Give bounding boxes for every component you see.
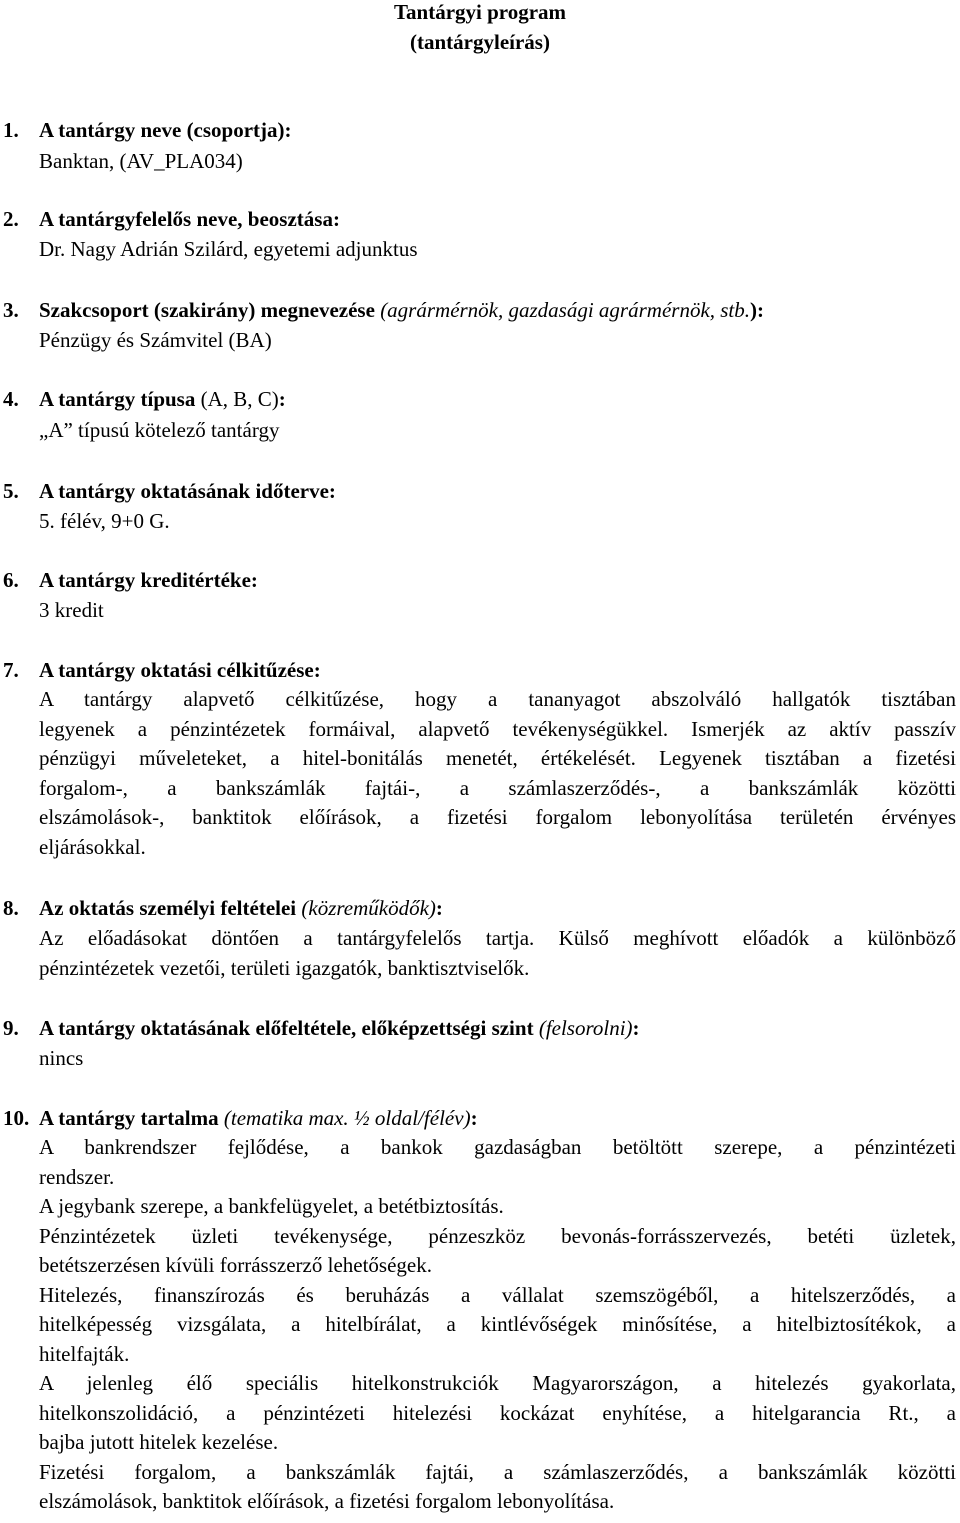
paragraph-line: legyenek a pénzintézetek formáival, alapvető tevékenységükkel. Ismerjék az aktív passzív xyxy=(39,716,956,741)
section-label: A tantárgy oktatásának időterve: xyxy=(39,479,336,503)
section-number: 5. xyxy=(3,479,19,503)
section-9-heading xyxy=(3,1013,640,1043)
section-label: A tantárgy oktatási célkitűzése: xyxy=(39,658,321,682)
section-3-value: Pénzügy és Számvitel (BA) xyxy=(39,328,272,352)
section-tail: : xyxy=(632,1016,640,1040)
section-number: 6. xyxy=(3,568,19,592)
paragraph-line: A jelenleg élő speciális hitelkonstrukciók Magyarországon, a hitelezés gyakorlata, xyxy=(39,1371,956,1395)
paragraph-line: Pénzintézetek üzleti tevékenysége, pénzeszköz bevonás-forrásszervezés, betéti üzletek, xyxy=(39,1223,956,1248)
section-number: 9. xyxy=(3,1016,19,1040)
section-number: 4. xyxy=(3,387,19,411)
section-5-heading xyxy=(3,476,336,506)
section-6-heading xyxy=(3,565,258,595)
section-8-heading xyxy=(3,893,443,923)
section-hint: (tematika max. ½ oldal/félév) xyxy=(218,1106,471,1130)
section-1-value: Banktan, (AV_PLA034) xyxy=(39,149,243,173)
paragraph-line: hitelképesség vizsgálata, a hitelbírálat, a kintlévőségek minősítése, a hitelbiztosítékok, a xyxy=(39,1312,956,1336)
section-9-value: nincs xyxy=(39,1046,84,1070)
section-label: A tantárgy neve (csoportja): xyxy=(39,118,292,142)
paragraph-line: Az előadásokat döntően a tantárgyfelelős tartja. Külső meghívott előadók a különböző xyxy=(39,926,956,950)
section-tail: : xyxy=(435,896,443,920)
section-hint: (közreműködők) xyxy=(296,896,436,920)
paragraph-line: Hitelezés, finanszírozás és beruházás a vállalat szemszögéből, a hitelszerződés, a xyxy=(39,1282,956,1307)
paragraph-line: hitelkonszolidáció, a pénzintézeti hitelezési kockázat enyhítése, a hitelgarancia Rt., a xyxy=(39,1400,956,1425)
section-7-heading xyxy=(3,655,321,685)
section-2-heading xyxy=(3,204,340,234)
paragraph-line: Fizetési forgalom, a bankszámlák fajtái, a számlaszerződés, a bankszámlák közötti xyxy=(39,1459,956,1484)
section-2-value: Dr. Nagy Adrián Szilárd, egyetemi adjunktus xyxy=(39,237,418,261)
paragraph-line: A tantárgy alapvető célkitűzése, hogy a tananyagot abszolváló hallgatók tisztában xyxy=(39,687,956,711)
paragraph-line: elszámolások, banktitok előírások, a fizetési forgalom lebonyolítása. xyxy=(39,1489,615,1513)
paragraph-line: A bankrendszer fejlődése, a bankok gazdaságban betöltött szerepe, a pénzintézeti xyxy=(39,1135,956,1159)
section-number: 7. xyxy=(3,658,19,682)
paragraph-line: rendszer. xyxy=(39,1164,115,1189)
section-label: Szakcsoport (szakirány) megnevezése xyxy=(39,298,375,322)
section-label: A tantárgy típusa xyxy=(39,387,196,411)
section-label: A tantárgyfelelős neve, beosztása: xyxy=(39,207,340,231)
paragraph-line: eljárásokkal. xyxy=(39,834,146,859)
section-3-heading xyxy=(3,295,764,325)
document-title: Tantárgyi program xyxy=(393,0,567,24)
section-hint: (agrármérnök, gazdasági agrármérnök, stb. xyxy=(374,298,751,322)
paragraph-line: elszámolások-, banktitok előírások, a fizetési forgalom lebonyolítása területén érvényes xyxy=(39,805,956,829)
section-10-paragraph xyxy=(39,1133,956,1517)
section-number: 1. xyxy=(3,118,19,142)
section-label: A tantárgy kreditértéke: xyxy=(39,568,258,592)
section-hint: (A, B, C) xyxy=(195,387,279,411)
document-subtitle: (tantárgyleírás) xyxy=(410,30,550,54)
section-number: 10. xyxy=(3,1106,30,1130)
paragraph-line: bajba jutott hitelek kezelése. xyxy=(39,1430,279,1454)
section-8-paragraph xyxy=(39,924,956,983)
paragraph-line: pénzügyi műveleteket, a hitel-bonitálás menetét, értékelését. Legyenek tisztában a fizetési xyxy=(39,746,956,770)
section-label: Az oktatás személyi feltételei xyxy=(39,896,297,920)
section-number: 3. xyxy=(3,298,19,322)
paragraph-line: forgalom-, a bankszámlák fajtái-, a számlaszerződés-, a bankszámlák közötti xyxy=(39,775,956,800)
section-hint: (felsorolni) xyxy=(533,1016,633,1040)
paragraph-line: A jegybank szerepe, a bankfelügyelet, a betétbiztosítás. xyxy=(39,1194,504,1218)
section-tail: ): xyxy=(750,298,765,322)
section-5-value: 5. félév, 9+0 G. xyxy=(39,509,170,533)
paragraph-line: pénzintézetek vezetői, területi igazgatók, banktisztviselők. xyxy=(39,955,530,980)
section-label: A tantárgy tartalma xyxy=(39,1106,219,1130)
section-tail: : xyxy=(470,1106,478,1130)
section-number: 2. xyxy=(3,207,19,231)
section-10-heading xyxy=(3,1103,478,1133)
section-7-paragraph xyxy=(39,685,956,862)
section-1-heading xyxy=(3,115,292,145)
section-6-value: 3 kredit xyxy=(39,598,104,622)
section-4-heading xyxy=(3,384,286,414)
section-label: A tantárgy oktatásának előfeltétele, előképzettségi szint xyxy=(39,1016,534,1040)
section-4-value: „A” típusú kötelező tantárgy xyxy=(39,418,280,442)
section-number: 8. xyxy=(3,896,19,920)
paragraph-line: hitelfajták. xyxy=(39,1341,130,1366)
section-tail: : xyxy=(278,387,286,411)
paragraph-line: betétszerzésen kívüli forrásszerző lehetőségek. xyxy=(39,1253,432,1277)
